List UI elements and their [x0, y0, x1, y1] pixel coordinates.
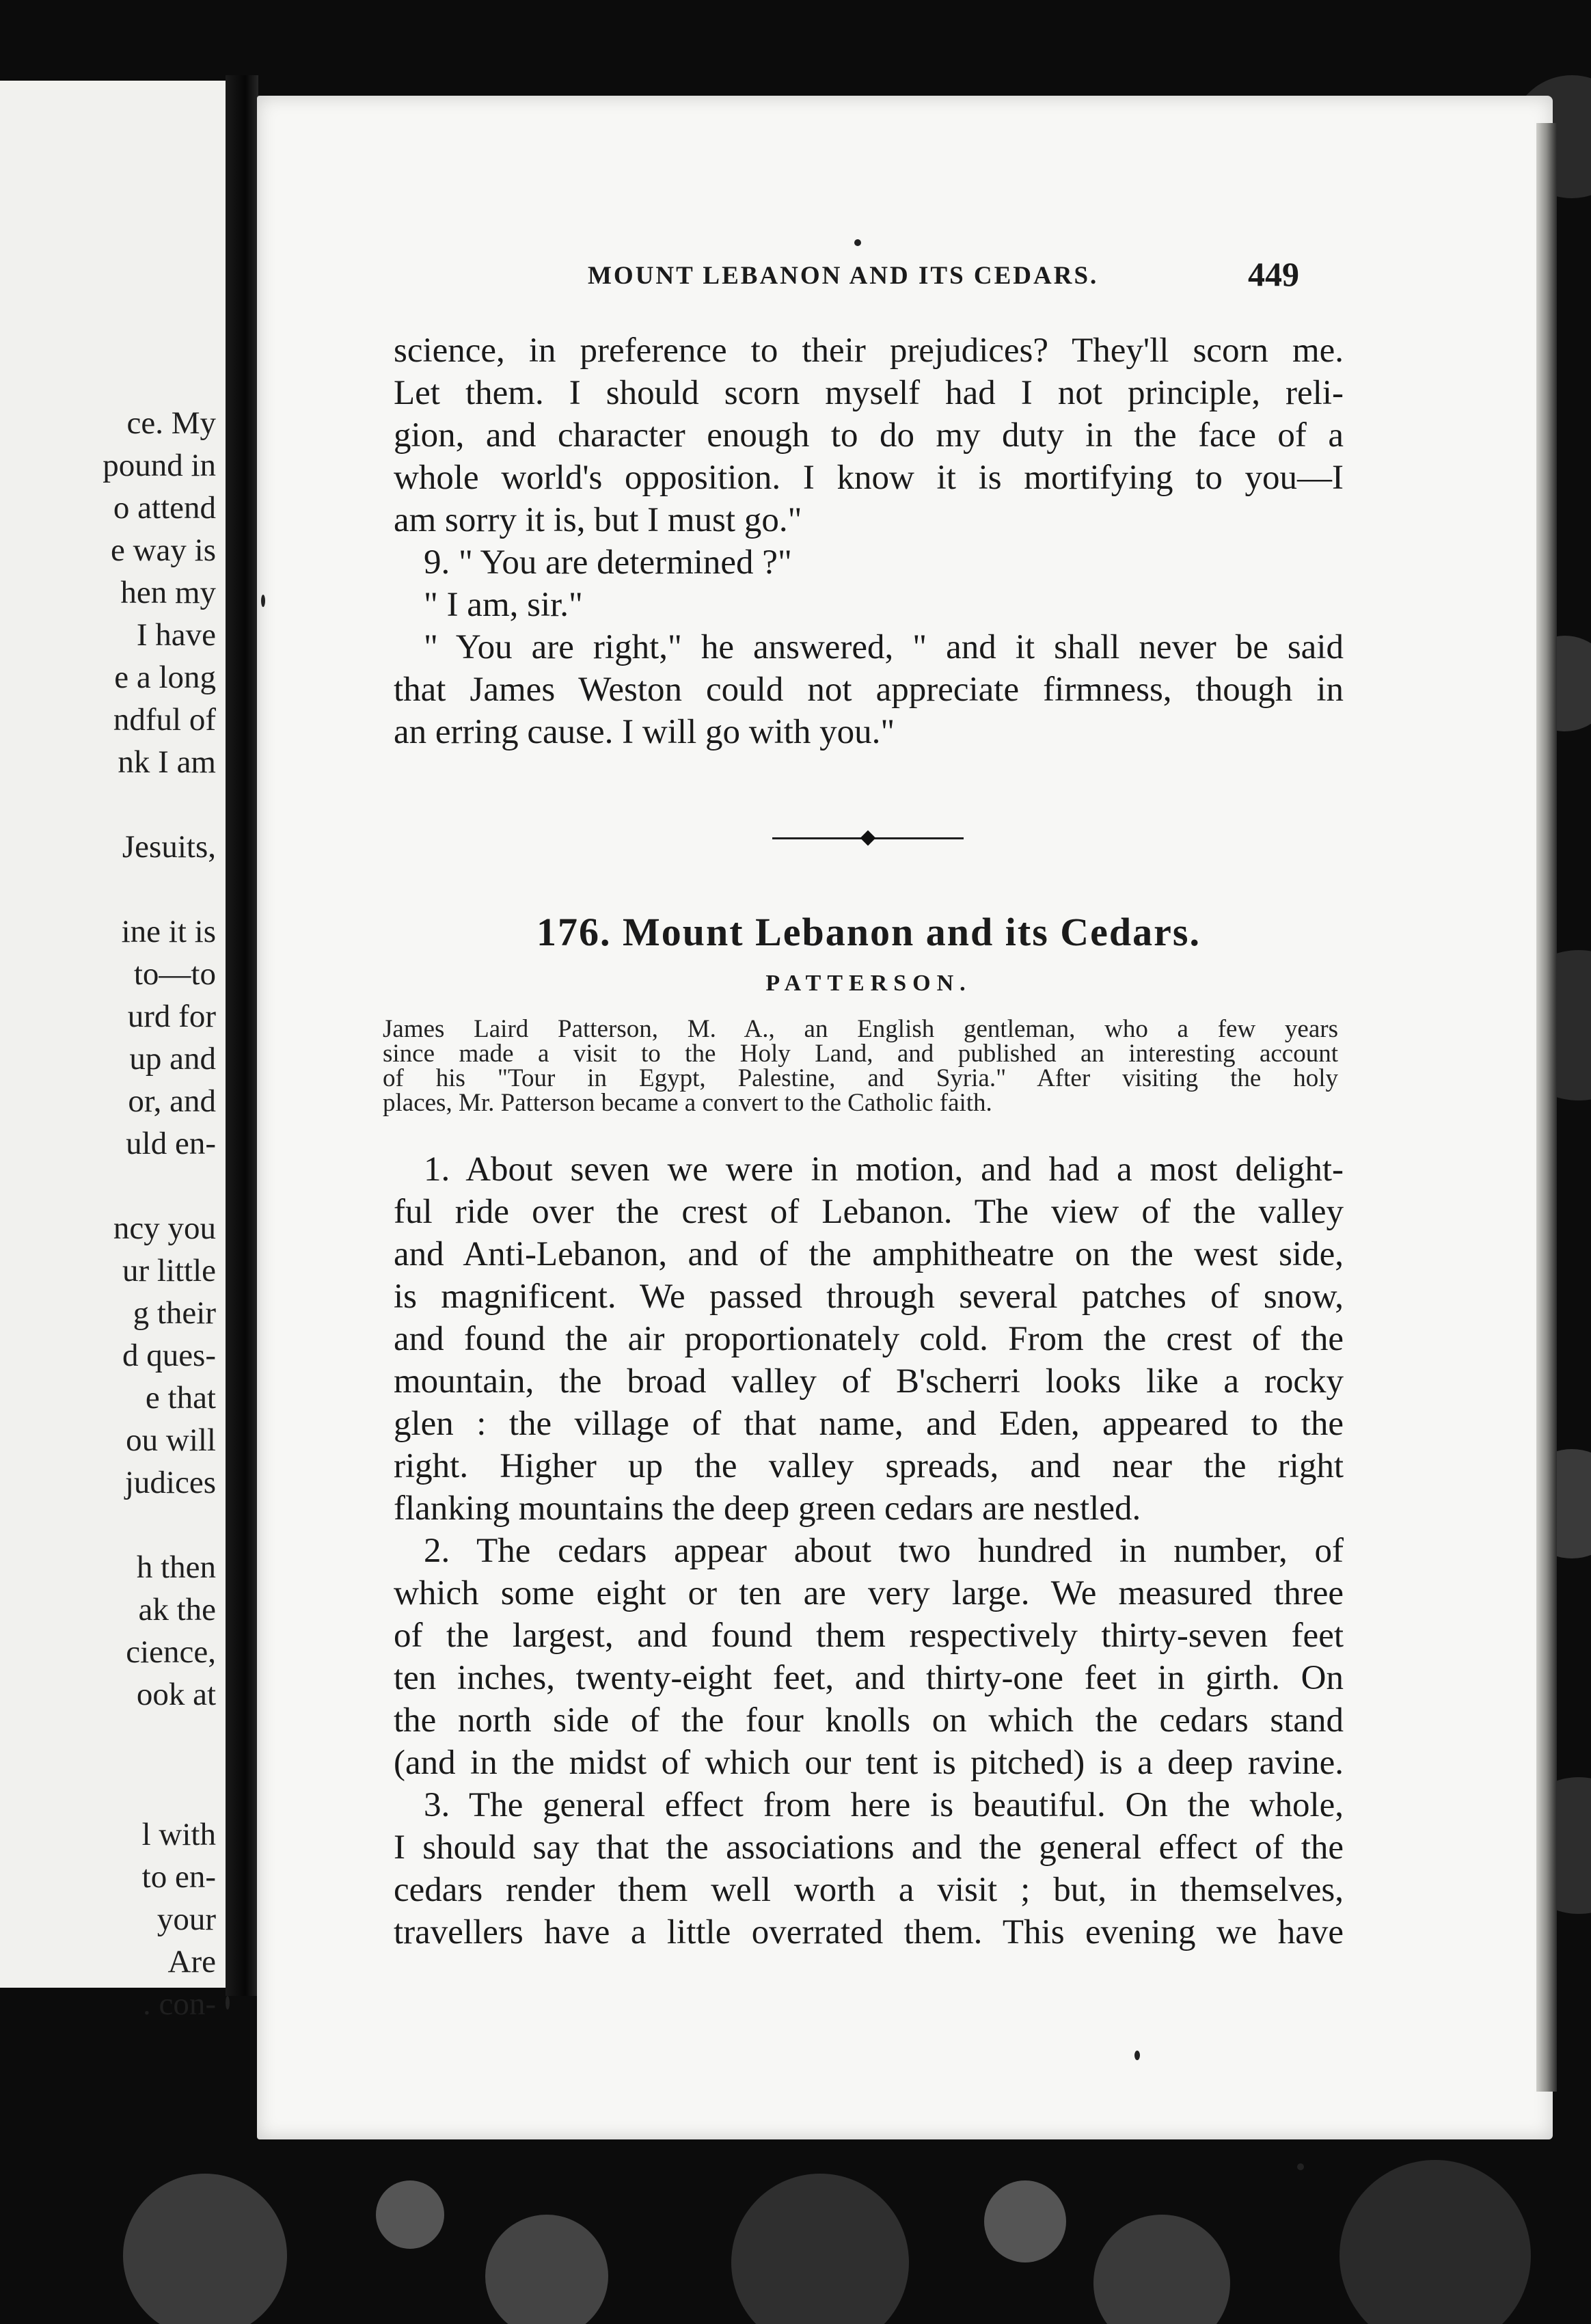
text-line: ten inches, twenty-eight feet, and thirty-one feet in girth. On: [394, 1659, 1344, 1697]
left-page-line: g their: [133, 1295, 216, 1331]
text-line: Let them. I should scorn myself had I not principle, reli-: [394, 374, 1344, 412]
text-line: (and in the midst of which our tent is pitched) is a deep ravine.: [394, 1744, 1344, 1782]
text-line: cedars render them well worth a visit ; but, in themselves,: [394, 1871, 1344, 1909]
text-line: is magnificent. We passed through several patches of snow,: [394, 1278, 1344, 1316]
left-page-line: your: [157, 1902, 216, 1937]
text-line: I should say that the associations and the general effect of the: [394, 1828, 1344, 1867]
left-page-line: d ques-: [122, 1338, 216, 1373]
left-page-line: nk I am: [118, 744, 216, 780]
left-page-line: o attend: [113, 490, 216, 526]
left-page-line: e a long: [114, 660, 216, 695]
text-line: which some eight or ten are very large. We measured three: [394, 1574, 1344, 1612]
author-note-line: of his "Tour in Egypt, Palestine, and Syria." After visiting the holy: [383, 1064, 1338, 1092]
left-page: [0, 81, 226, 2022]
left-page-line: cience,: [126, 1634, 216, 1670]
text-line: mountain, the broad valley of B'scherri looks like a rocky: [394, 1362, 1344, 1401]
text-line: " You are right," he answered, " and it shall never be said: [424, 628, 1344, 666]
left-page-line: l with: [141, 1817, 216, 1852]
text-line: ful ride over the crest of Lebanon. The view of the valley: [394, 1193, 1344, 1231]
text-line: that James Weston could not appreciate firmness, though in: [394, 671, 1344, 709]
left-page-line: urd for: [127, 999, 216, 1034]
text-line: travellers have a little overrated them. This evening we have: [394, 1913, 1344, 1951]
stray-mark: [1134, 2051, 1140, 2060]
text-line: the north side of the four knolls on which the cedars stand: [394, 1701, 1344, 1740]
text-line: glen : the village of that name, and Eden, appeared to the: [394, 1405, 1344, 1443]
left-page-line: ce. My: [126, 405, 216, 441]
text-line: right. Higher up the valley spreads, and near the right: [394, 1447, 1344, 1485]
left-page-line: to—to: [133, 956, 216, 992]
left-page-line: pound in: [103, 448, 216, 483]
left-page-line: e that: [145, 1380, 216, 1416]
stray-mark: [226, 1996, 230, 2010]
left-page-line: ur little: [122, 1253, 216, 1288]
text-line: gion, and character enough to do my duty in the face of a: [394, 416, 1344, 455]
book-gutter: [226, 75, 258, 1996]
left-page-line: I have: [136, 617, 216, 653]
stray-mark: [261, 595, 265, 607]
left-page-line: h then: [136, 1550, 216, 1585]
text-line: " I am, sir.": [424, 586, 583, 624]
left-page-line: Jesuits,: [122, 829, 216, 865]
text-line: whole world's opposition. I know it is mortifying to you—I: [394, 459, 1344, 497]
left-page-line: ine it is: [121, 914, 216, 949]
author-note-line: places, Mr. Patterson became a convert to the Catholic faith.: [383, 1089, 992, 1117]
left-page-line: hen my: [120, 575, 216, 610]
text-line: and found the air proportionately cold. From the crest of the: [394, 1320, 1344, 1358]
left-page-line: judices: [124, 1465, 216, 1500]
left-page-line: ook at: [136, 1677, 216, 1712]
left-page-line: ncy you: [113, 1211, 216, 1246]
page-number: 449: [1248, 255, 1299, 293]
left-page-line: uld en-: [126, 1126, 216, 1161]
left-page-line: ak the: [138, 1592, 216, 1627]
text-line: flanking mountains the deep green cedars are nestled.: [394, 1489, 1141, 1528]
left-page-line: ndful of: [113, 702, 216, 738]
stray-mark: [1297, 2163, 1304, 2170]
text-line: an erring cause. I will go with you.": [394, 713, 895, 751]
page-edge: [1536, 123, 1557, 2092]
left-page-line: ou will: [126, 1422, 216, 1458]
left-page-line: or, and: [128, 1083, 216, 1119]
author-note-line: since made a visit to the Holy Land, and published an interesting account: [383, 1040, 1338, 1068]
author-note-line: James Laird Patterson, M. A., an English gentleman, who a few years: [383, 1015, 1338, 1043]
text-line: 1. About seven we were in motion, and had a most delight-: [424, 1150, 1344, 1189]
section-title: 176. Mount Lebanon and its Cedars.: [536, 910, 1201, 954]
text-line: science, in preference to their prejudices? They'll scorn me.: [394, 332, 1344, 370]
text-line: 2. The cedars appear about two hundred in number, of: [424, 1532, 1344, 1570]
text-line: of the largest, and found them respectively thirty-seven feet: [394, 1617, 1344, 1655]
left-page-line: Are: [167, 1944, 216, 1980]
text-line: and Anti-Lebanon, and of the amphitheatre on the west side,: [394, 1235, 1344, 1273]
text-line: 9. " You are determined ?": [424, 543, 792, 582]
running-head: MOUNT LEBANON AND ITS CEDARS.: [588, 262, 1099, 290]
text-line: 3. The general effect from here is beautiful. On the whole,: [424, 1786, 1344, 1824]
left-page-line: to en-: [141, 1859, 216, 1895]
left-page-line: up and: [129, 1041, 216, 1077]
print-mark: [854, 239, 861, 246]
text-line: am sorry it is, but I must go.": [394, 501, 802, 539]
author-heading: PATTERSON.: [765, 971, 972, 996]
left-page-line: . con-: [142, 1986, 216, 2022]
left-page-line: e way is: [110, 532, 216, 568]
